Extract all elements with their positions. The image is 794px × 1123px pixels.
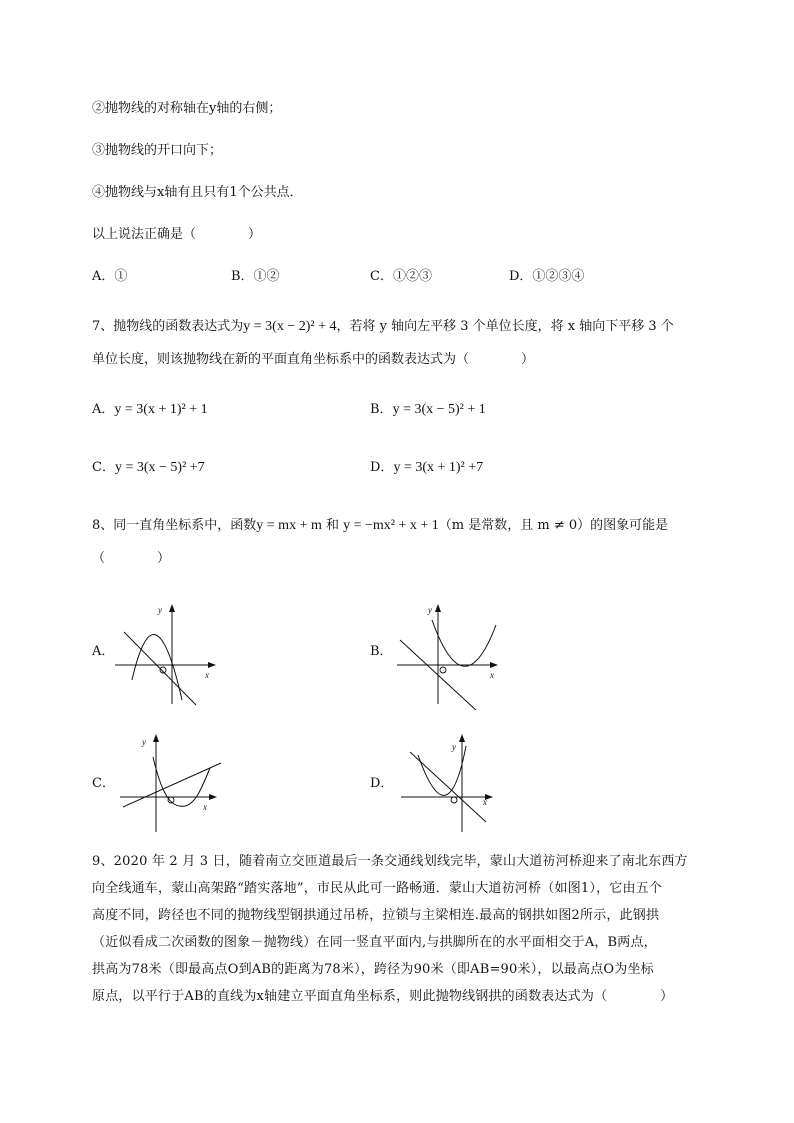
x-axis-label: x (483, 797, 487, 807)
q8-prefix: 8、同一直角坐标系中，函数 (92, 518, 257, 533)
q6-option-b: B．①② (231, 269, 280, 284)
x-axis-arrow-icon (209, 794, 217, 800)
q7-given-expr: y = 3(x − 2)² + 4 (243, 319, 337, 334)
q9-line: 向全线通车，蒙山高架路“踏实落地”，市民从此可一路畅通．蒙山大道祊河桥（如图1），它由五个 (92, 881, 663, 896)
q9-paragraph (92, 848, 722, 1010)
q7-option-c-expr: y = 3(x − 5)² +7 (114, 460, 205, 475)
q8-graph-a (110, 600, 220, 710)
q9-line: 原点，以平行于AB的直线为x轴建立平面直角坐标系，则此抛物线钢拱的函数表达式为（ ） (92, 989, 674, 1004)
q9-line: 9、2020 年 2 月 3 日，随着南立交匝道最后一条交通线划线完毕，蒙山大道祊河桥迎来了南北东西方 (92, 854, 688, 869)
q9-line: （近似看成二次函数的图象－抛物线）在同一竖直平面内,与拱脚所在的水平面相交于A，B两点， (92, 935, 657, 950)
q8-stem (92, 517, 668, 535)
q7-option-b-expr: y = 3(x − 5)² + 1 (392, 402, 486, 417)
statement-3: ③抛物线的开口向下； (92, 143, 223, 158)
statement-4: ④抛物线与x轴有且只有1个公共点． (92, 185, 303, 200)
y-axis-label: y (452, 742, 456, 752)
x-axis-label: x (205, 670, 209, 680)
q7-stem-line1 (92, 318, 674, 336)
q7-stem-line2: 单位长度，则该抛物线在新的平面直角坐标系中的函数表达式为（ ） (92, 352, 535, 367)
x-axis-label: x (490, 670, 494, 680)
x-axis-arrow-icon (208, 662, 216, 668)
q7-option-d (370, 459, 483, 477)
y-axis-label: y (158, 605, 162, 615)
q9-line: 拱高为78米（即最高点O到AB的距离为78米），跨径为90米（即AB=90米），以最高点O为坐标 (92, 962, 654, 977)
y-axis-arrow-icon (435, 604, 441, 612)
parabola (132, 635, 182, 700)
straight-line (410, 752, 486, 822)
q8-option-d-label: D． (370, 776, 394, 791)
origin-mark (451, 797, 457, 803)
x-axis-label: x (203, 802, 207, 812)
straight-line (400, 640, 478, 710)
q7-option-d-label: D． (370, 460, 394, 475)
q8-option-c-label: C． (92, 776, 115, 791)
q8-graph-b (392, 600, 502, 710)
parabola (153, 757, 210, 806)
statement-2: ②抛物线的对称轴在y轴的右侧； (92, 101, 282, 116)
x-axis-arrow-icon (490, 662, 498, 668)
q6-option-d: D．①②③④ (509, 269, 585, 284)
q8-option-a-label: A． (92, 644, 115, 659)
q6-option-a: A．① (92, 269, 128, 284)
y-axis-arrow-icon (169, 604, 175, 612)
q8-graph-d (396, 730, 506, 835)
y-axis-label: y (142, 737, 146, 747)
y-axis-arrow-icon (459, 734, 465, 742)
q8-expr1: y = mx + m (256, 518, 322, 533)
q8-bracket: （ ） (92, 551, 171, 566)
q7-option-c-label: C． (92, 460, 115, 475)
q9-line: 高度不同，跨径也不同的抛物线型钢拱通过吊桥，拉锁与主梁相连.最高的钢拱如图2所示，此钢拱 (92, 908, 660, 923)
q7-option-b (370, 401, 486, 419)
q8-option-b-label: B． (370, 644, 393, 659)
origin-mark (440, 667, 446, 673)
q7-option-c (92, 459, 205, 477)
q7-prefix: 7、抛物线的函数表达式为 (92, 319, 244, 334)
q7-option-a-expr: y = 3(x + 1)² + 1 (114, 402, 208, 417)
q8-graph-c (115, 730, 225, 835)
parabola (432, 620, 496, 666)
q7-suffix: ，若将 y 轴向左平移 3 个单位长度，将 x 轴向下平移 3 个 (336, 319, 674, 334)
q8-mid: 和 (321, 518, 344, 533)
q8-expr2: y = −mx² + x + 1 (343, 518, 439, 533)
straight-line (123, 763, 221, 807)
q8-suffix: （m 是常数，且 m ≠ 0）的图象可能是 (438, 518, 669, 533)
q6-prompt: 以上说法正确是（ ） (92, 227, 262, 242)
q7-option-d-expr: y = 3(x + 1)² +7 (393, 460, 484, 475)
q7-option-a (92, 401, 208, 419)
parabola (418, 746, 466, 795)
q7-option-a-label: A． (92, 402, 115, 417)
y-axis-label: y (428, 605, 432, 615)
q7-option-b-label: B． (370, 402, 393, 417)
y-axis-arrow-icon (153, 734, 159, 742)
q6-option-c: C．①②③ (370, 269, 432, 284)
